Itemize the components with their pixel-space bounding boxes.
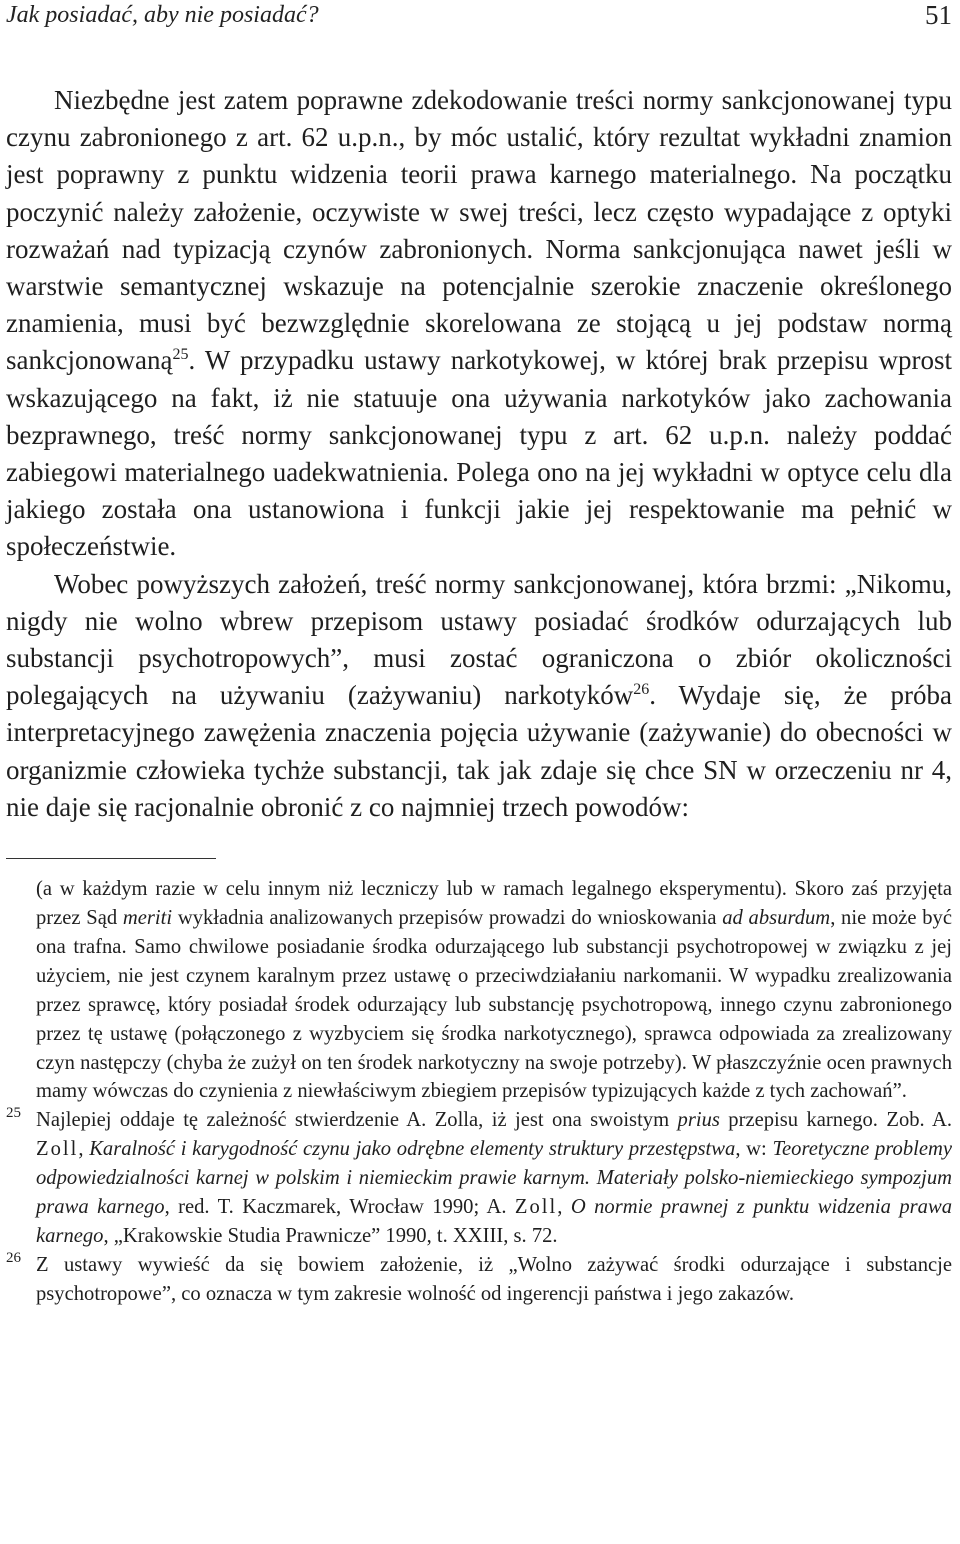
footnote-text: przepisu karnego. Zob. A. [719, 1109, 952, 1132]
footnote-text: , „Krakowskie Studia Prawnicze” 1990, t. XXIII, s. 72. [103, 1224, 558, 1247]
paragraph-2 [6, 566, 952, 826]
footnote-italic: ad absurdum [722, 906, 831, 929]
footnote-text: wykładnia analizowanych przepisów prowadzi do wnioskowania [172, 906, 723, 929]
footnote-ref-26[interactable]: 26 [633, 681, 650, 699]
footnote-separator [6, 858, 216, 859]
author-name: Zoll [36, 1138, 79, 1161]
paragraph-1 [6, 82, 952, 566]
footnote-text: , red. T. Kaczmarek, Wrocław 1990; A. [164, 1196, 515, 1219]
paragraph-2-text: Wobec powyższych założeń, treść normy sankcjonowanej, która brzmi: „Nikomu, nigdy nie wolno wbrew przepisom ustawy posiadać środków odurzających lub substancji psychotropowych”, musi zostać ograniczona o zbiór okoliczności polegających na używaniu (zażywaniu) narkotyków [6, 568, 952, 711]
footnote-text: , nie może być ona trafna. Samo chwilowe posiadanie środka odurzającego lub substancji psychotropowej w związku z jej użyciem, nie jest czynem karalnym przez ustawę o przeciwdziałaniu narkomanii. W wypadku zrealizowania przez sprawcę, który posiadał środek odurzający lub substancję psychotropową, innego czynu zabronionego przez tę ustawę (połączonego z wyzbyciem się środka narkotycznego), sprawca odpowiada za zrealizowany czyn następczy (chyba że zużył on ten środek narkotyczny na swoje potrzeby). W płaszczyźnie ocen prawnych mamy wówczas do czynienia z niewłaściwym zbiegiem przepisów typizujących każde z tych zachowań”. [36, 906, 952, 1103]
footnote-25 [6, 1106, 952, 1251]
footnote-text: Najlepiej oddaje tę zależność stwierdzenie A. Zolla, iż jest ona swoistym [36, 1109, 678, 1132]
author-name: Zoll [514, 1196, 558, 1219]
footnote-text: , w: [735, 1138, 773, 1161]
paragraph-1-continuation: . W przypadku ustawy narkotykowej, w której brak przepisu wprost wskazującego na fakt, iż nie statuuje ona używania narkotyków jako zachowania bezprawnego, treść normy sankcjonowanej typu z art. 62 u.p.n. należy poddać zabiegowi materialnego uadekwatnienia. Polega ono na jej wykładni w optyce celu dla jakiego została ona ustanowiona i funkcji jakie jej respektowanie ma pełnić w społeczeństwie. [6, 345, 952, 562]
footnote-text: Z ustawy wywieść da się bowiem założenie, iż „Wolno zażywać środki odurzające i substancje psychotropowe”, co oznacza w tym zakresie wolność od ingerencji państwa i jego zakazów. [36, 1253, 952, 1305]
main-text [6, 82, 952, 826]
footnote-text: , [557, 1196, 571, 1219]
footnote-text: , [78, 1138, 90, 1161]
running-title: Jak posiadać, aby nie posiadać? [6, 2, 319, 28]
page [6, 0, 952, 1309]
footnote-italic: O normie prawnej z punktu widzenia prawa karnego [36, 1196, 952, 1247]
footnote-italic: Teoretyczne problemy odpowiedzialności karnej w polskim i niemieckim prawie karnym. Materiały polsko-niemieckiego sympozjum prawa karnego [36, 1138, 953, 1219]
footnote-ref-25[interactable]: 25 [172, 346, 189, 364]
footnote-continuation [6, 875, 952, 1106]
footnote-number-26: 26 [6, 1249, 21, 1266]
page-header [6, 0, 952, 38]
footnote-italic: prius [677, 1109, 720, 1132]
page-number: 51 [925, 0, 952, 30]
footnote-text: (a w każdym razie w celu innym niż leczniczy lub w ramach legalnego eksperymentu). Skoro zaś przyjęta przez Sąd [36, 878, 952, 929]
footnote-26 [6, 1251, 952, 1309]
footnote-italic: Karalność i karygodność czynu jako odrębne elementy struktury przestępstwa [89, 1138, 736, 1161]
footnote-italic: meriti [122, 906, 173, 929]
footnotes [6, 875, 952, 1309]
paragraph-2-continuation: . Wydaje się, że próba interpretacyjnego zawężenia znaczenia pojęcia używanie (zażywanie) do obecności w organizmie człowieka tychże substancji, tak jak zdaje się chce SN w orzeczeniu nr 4, nie daje się racjonalnie obronić z co najmniej trzech powodów: [6, 680, 952, 822]
paragraph-1-text: Niezbędne jest zatem poprawne zdekodowanie treści normy sankcjonowanej typu czynu zabronionego z art. 62 u.p.n., by móc ustalić, który rezultat wykładni znamion jest poprawny z punktu widzenia teorii prawa karnego materialnego. Na początku poczynić należy założenie, oczywiste w swej treści, lecz często wypadające z optyki rozważań nad typizacją czynów zabronionych. Norma sankcjonująca nawet jeśli w warstwie semantycznej wskazuje na potencjalnie szerokie znaczenie określonego znamienia, musi być bezwzględnie skorelowana ze stojącą u jej podstaw normą sankcjonowaną [6, 85, 952, 376]
footnote-number-25: 25 [6, 1105, 21, 1122]
